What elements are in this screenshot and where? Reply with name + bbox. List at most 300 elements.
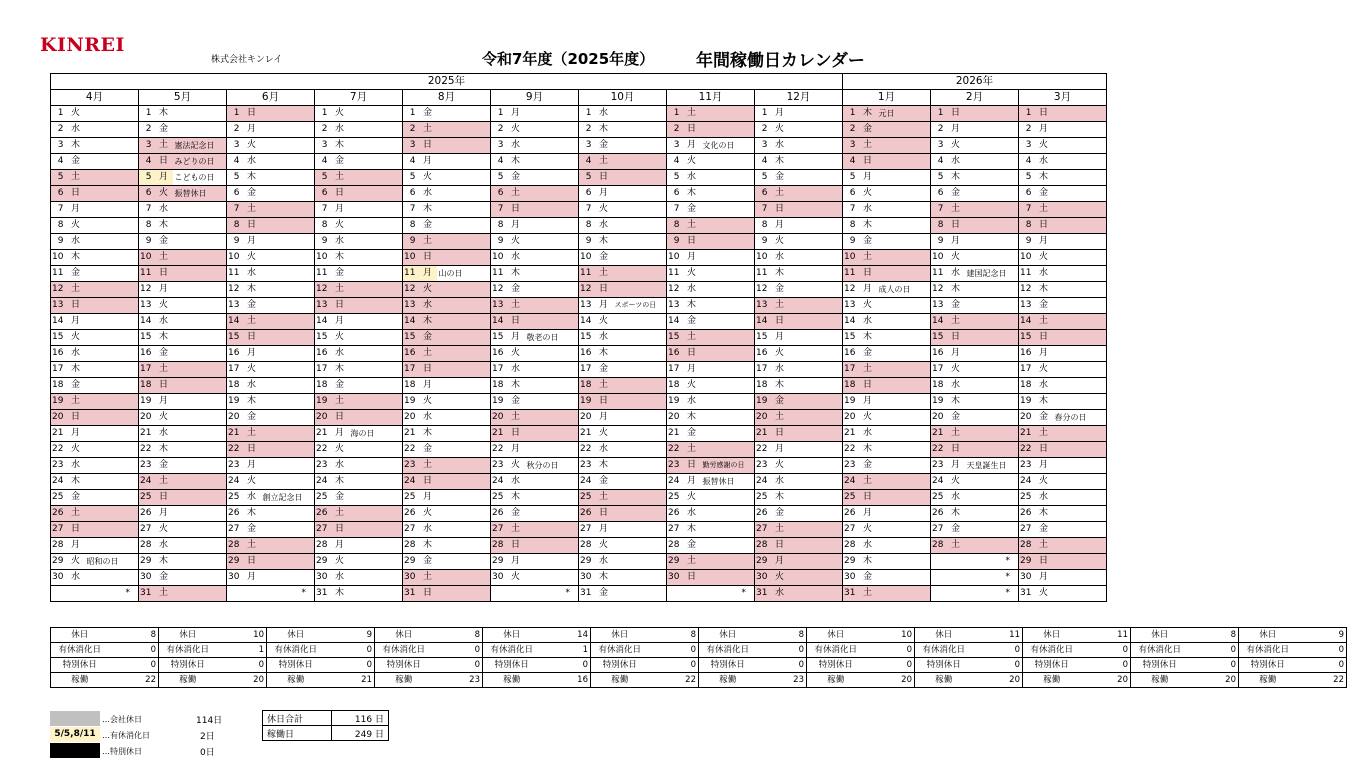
day-note [85, 346, 139, 362]
month-header: 2月 [931, 90, 1019, 106]
day-note [349, 138, 403, 154]
totals-label: 稼働日 [263, 726, 332, 741]
month-header: 4月 [51, 90, 139, 106]
day-note [437, 522, 491, 538]
day-weekday: 水 [771, 362, 789, 378]
day-weekday: 木 [331, 586, 349, 602]
day-weekday: 月 [419, 154, 437, 170]
day-note [877, 538, 931, 554]
day-note [1053, 218, 1107, 234]
day-note [349, 170, 403, 186]
day-note [1053, 154, 1107, 170]
day-weekday: 木 [595, 234, 613, 250]
day-row [51, 442, 1107, 458]
day-note [701, 298, 755, 314]
day-number: 13 [227, 298, 243, 314]
summary-value: 20 [973, 673, 1023, 688]
day-note [789, 266, 843, 282]
day-weekday: 日 [947, 106, 965, 122]
day-note [1053, 298, 1107, 314]
day-number: 8 [51, 218, 67, 234]
day-number: 7 [139, 202, 155, 218]
day-number: 10 [315, 250, 331, 266]
summary-label: 有休消化日 [1239, 643, 1297, 658]
day-weekday: 土 [155, 586, 173, 602]
day-note [965, 538, 1019, 554]
day-note [349, 538, 403, 554]
day-weekday: 金 [859, 458, 877, 474]
day-note: スポーツの日 [613, 298, 667, 314]
day-number: 27 [843, 522, 859, 538]
day-number: 10 [667, 250, 683, 266]
day-note [349, 410, 403, 426]
day-number: 5 [227, 170, 243, 186]
day-weekday: 日 [507, 202, 525, 218]
day-weekday: 火 [595, 538, 613, 554]
day-weekday: 月 [683, 138, 701, 154]
day-number: 9 [491, 234, 507, 250]
day-number: 25 [403, 490, 419, 506]
day-weekday: 金 [331, 154, 349, 170]
summary-value: 20 [1189, 673, 1239, 688]
day-note [261, 522, 315, 538]
day-number: 24 [51, 474, 67, 490]
day-number: 8 [139, 218, 155, 234]
day-number: 22 [1019, 442, 1035, 458]
summary-label: 休日 [1131, 628, 1189, 643]
page-title: 令和7年度（2025年度） [482, 50, 655, 68]
day-note [85, 410, 139, 426]
day-number: 12 [843, 282, 859, 298]
day-number: 3 [139, 138, 155, 154]
day-number: 20 [403, 410, 419, 426]
day-note [1053, 570, 1107, 586]
day-weekday: 金 [67, 378, 85, 394]
day-number: 20 [51, 410, 67, 426]
day-note: 海の日 [349, 426, 403, 442]
day-weekday: 月 [419, 378, 437, 394]
day-note: 憲法記念日 [173, 138, 227, 154]
day-weekday: 金 [771, 506, 789, 522]
day-note [789, 458, 843, 474]
day-number: 2 [667, 122, 683, 138]
day-weekday: 木 [595, 122, 613, 138]
day-number: 2 [139, 122, 155, 138]
day-number: 28 [227, 538, 243, 554]
day-weekday: 土 [771, 522, 789, 538]
day-number: 31 [403, 586, 419, 602]
month-header: 5月 [139, 90, 227, 106]
summary-label: 有休消化日 [591, 643, 649, 658]
day-note [701, 410, 755, 426]
day-weekday: 木 [771, 378, 789, 394]
day-note [965, 426, 1019, 442]
day-note [1053, 458, 1107, 474]
day-number: 30 [755, 570, 771, 586]
day-number: 21 [667, 426, 683, 442]
day-weekday: 木 [1035, 394, 1053, 410]
day-number: 4 [51, 154, 67, 170]
day-number: 8 [491, 218, 507, 234]
day-note [173, 410, 227, 426]
day-number: 8 [579, 218, 595, 234]
day-note [965, 282, 1019, 298]
day-number: 7 [227, 202, 243, 218]
day-weekday: 金 [243, 410, 261, 426]
day-weekday: 火 [331, 442, 349, 458]
day-number: 26 [491, 506, 507, 522]
summary-value: 11 [973, 628, 1023, 643]
day-number: 11 [667, 266, 683, 282]
day-weekday: 月 [67, 314, 85, 330]
day-weekday: 日 [507, 538, 525, 554]
day-weekday: 土 [243, 538, 261, 554]
day-note [789, 426, 843, 442]
day-note [85, 202, 139, 218]
day-number: 27 [51, 522, 67, 538]
day-number: 11 [755, 266, 771, 282]
day-note [261, 122, 315, 138]
summary-label: 休日 [1023, 628, 1081, 643]
day-weekday: 金 [243, 298, 261, 314]
summary-label: 特別休日 [1239, 658, 1297, 673]
day-weekday: 水 [683, 506, 701, 522]
day-note [965, 218, 1019, 234]
day-number: 18 [315, 378, 331, 394]
day-note [877, 490, 931, 506]
day-weekday: 火 [331, 218, 349, 234]
day-note [877, 426, 931, 442]
day-note: 天皇誕生日 [965, 458, 1019, 474]
day-note [173, 458, 227, 474]
day-number: 24 [139, 474, 155, 490]
day-number: 20 [227, 410, 243, 426]
day-weekday: 土 [683, 442, 701, 458]
summary-value: 0 [1189, 658, 1239, 673]
day-weekday: 火 [155, 522, 173, 538]
day-weekday: 日 [771, 426, 789, 442]
day-note [525, 394, 579, 410]
day-number: 7 [403, 202, 419, 218]
day-weekday: 日 [67, 410, 85, 426]
day-weekday: 金 [155, 122, 173, 138]
day-number: 14 [931, 314, 947, 330]
day-number: 30 [139, 570, 155, 586]
day-note [1053, 266, 1107, 282]
day-row [51, 346, 1107, 362]
day-number: 25 [51, 490, 67, 506]
day-weekday: 水 [155, 202, 173, 218]
day-number: 25 [139, 490, 155, 506]
day-number: 20 [755, 410, 771, 426]
day-number: 30 [227, 570, 243, 586]
day-weekday: 日 [947, 330, 965, 346]
day-weekday: 火 [1035, 362, 1053, 378]
day-note [965, 346, 1019, 362]
day-number: 31 [579, 586, 595, 602]
summary-value: 22 [1297, 673, 1347, 688]
day-weekday: 土 [67, 282, 85, 298]
day-weekday: 火 [771, 122, 789, 138]
day-row [51, 202, 1107, 218]
day-number: 3 [579, 138, 595, 154]
legend-swatch-paid-leave: 5/5,8/11 [50, 727, 100, 742]
summary-value: 10 [865, 628, 915, 643]
day-note [1053, 442, 1107, 458]
day-number: 5 [843, 170, 859, 186]
day-weekday: 金 [595, 586, 613, 602]
day-note [789, 298, 843, 314]
summary-label: 有休消化日 [267, 643, 325, 658]
day-number: 21 [139, 426, 155, 442]
day-weekday: 金 [243, 186, 261, 202]
day-number: 5 [667, 170, 683, 186]
day-weekday: 日 [331, 298, 349, 314]
day-note [1053, 202, 1107, 218]
day-note [85, 234, 139, 250]
day-weekday: 木 [155, 442, 173, 458]
day-note [789, 234, 843, 250]
day-note [349, 218, 403, 234]
day-number: 13 [667, 298, 683, 314]
day-number: 21 [227, 426, 243, 442]
day-weekday: 土 [155, 362, 173, 378]
day-number: 26 [931, 506, 947, 522]
day-weekday: 日 [683, 458, 701, 474]
day-weekday: 土 [595, 490, 613, 506]
day-number: 13 [315, 298, 331, 314]
day-number: 2 [403, 122, 419, 138]
day-weekday: 月 [947, 122, 965, 138]
day-weekday: 火 [419, 282, 437, 298]
day-number: 4 [403, 154, 419, 170]
day-number: 15 [491, 330, 507, 346]
day-weekday: 水 [243, 378, 261, 394]
summary-label: 有休消化日 [807, 643, 865, 658]
day-number: 26 [579, 506, 595, 522]
day-number: 27 [403, 522, 419, 538]
day-number: 17 [843, 362, 859, 378]
day-number: 21 [403, 426, 419, 442]
day-weekday: 木 [243, 170, 261, 186]
day-note [437, 106, 491, 122]
day-weekday: 月 [771, 218, 789, 234]
day-weekday: 木 [331, 362, 349, 378]
day-note [525, 138, 579, 154]
day-number: 28 [579, 538, 595, 554]
summary-value: 0 [973, 643, 1023, 658]
summary-label: 特別休日 [1131, 658, 1189, 673]
day-weekday: 木 [947, 170, 965, 186]
day-note [701, 122, 755, 138]
page-subtitle: 年間稼働日カレンダー [696, 51, 865, 71]
day-note [349, 586, 403, 602]
day-note [1053, 426, 1107, 442]
day-weekday: 木 [595, 346, 613, 362]
day-weekday: 水 [419, 298, 437, 314]
month-header: 3月 [1019, 90, 1107, 106]
day-number: 21 [755, 426, 771, 442]
day-weekday: 木 [419, 202, 437, 218]
day-note [437, 186, 491, 202]
day-weekday: 土 [507, 186, 525, 202]
day-weekday: 月 [683, 474, 701, 490]
day-number: 23 [51, 458, 67, 474]
day-note [437, 426, 491, 442]
day-note [789, 330, 843, 346]
day-weekday: 木 [947, 282, 965, 298]
day-note [965, 490, 1019, 506]
day-number: 28 [931, 538, 947, 554]
day-weekday: 土 [947, 202, 965, 218]
year-header-row [51, 74, 1107, 90]
day-note [349, 202, 403, 218]
day-note [613, 138, 667, 154]
day-weekday: 火 [331, 554, 349, 570]
summary-label: 稼働 [51, 673, 109, 688]
day-weekday: 金 [595, 138, 613, 154]
day-number: 12 [227, 282, 243, 298]
day-note [85, 266, 139, 282]
day-note [261, 474, 315, 490]
day-note [349, 234, 403, 250]
day-weekday: 土 [419, 570, 437, 586]
day-weekday: 火 [595, 426, 613, 442]
day-number: 28 [667, 538, 683, 554]
summary-value: 1 [541, 643, 591, 658]
day-number: 13 [139, 298, 155, 314]
day-weekday: 火 [771, 570, 789, 586]
day-number: 10 [51, 250, 67, 266]
summary-value: 0 [973, 658, 1023, 673]
day-weekday: 木 [507, 154, 525, 170]
day-number: 18 [491, 378, 507, 394]
day-number: 16 [403, 346, 419, 362]
day-weekday: 月 [155, 170, 173, 186]
day-note [525, 378, 579, 394]
day-note [1053, 394, 1107, 410]
day-note: 山の日 [437, 266, 491, 282]
day-number: 25 [843, 490, 859, 506]
day-weekday: 火 [331, 106, 349, 122]
day-number: 10 [139, 250, 155, 266]
day-number: 9 [843, 234, 859, 250]
day-weekday: 金 [331, 378, 349, 394]
day-note [437, 570, 491, 586]
summary-label: 稼働 [807, 673, 865, 688]
day-note [613, 442, 667, 458]
day-weekday: 日 [947, 218, 965, 234]
day-number: 1 [931, 106, 947, 122]
day-weekday: 水 [331, 458, 349, 474]
day-note [789, 186, 843, 202]
day-number: 15 [51, 330, 67, 346]
day-note [789, 442, 843, 458]
day-note [701, 506, 755, 522]
day-note [85, 314, 139, 330]
day-note [965, 330, 1019, 346]
day-note [877, 218, 931, 234]
day-number: 3 [931, 138, 947, 154]
day-note [613, 426, 667, 442]
legend-swatch-company-holiday [50, 711, 100, 726]
day-weekday: 月 [859, 282, 877, 298]
day-row [51, 138, 1107, 154]
day-weekday: 日 [331, 410, 349, 426]
day-note [701, 378, 755, 394]
day-note [789, 378, 843, 394]
day-note [525, 202, 579, 218]
day-number: 24 [491, 474, 507, 490]
day-weekday: 火 [243, 138, 261, 154]
day-number: 30 [579, 570, 595, 586]
day-note: 勤労感謝の日 [701, 458, 755, 474]
day-weekday: 土 [1035, 314, 1053, 330]
day-number: 10 [1019, 250, 1035, 266]
summary-value: 0 [757, 658, 807, 673]
day-number: 10 [579, 250, 595, 266]
day-note [85, 282, 139, 298]
summary-value: 21 [325, 673, 375, 688]
day-weekday: 木 [243, 282, 261, 298]
day-note [965, 298, 1019, 314]
day-row [51, 186, 1107, 202]
day-weekday: 木 [859, 218, 877, 234]
day-note [173, 490, 227, 506]
day-weekday: 水 [683, 170, 701, 186]
day-number: 29 [843, 554, 859, 570]
day-number: 16 [579, 346, 595, 362]
day-number: 6 [667, 186, 683, 202]
day-number: 18 [227, 378, 243, 394]
year-header: 2025年 [51, 74, 843, 90]
day-note [877, 570, 931, 586]
day-number: 24 [931, 474, 947, 490]
day-weekday: 土 [683, 106, 701, 122]
month-header: 9月 [491, 90, 579, 106]
day-weekday: 水 [331, 122, 349, 138]
day-note [789, 106, 843, 122]
day-number: 17 [51, 362, 67, 378]
summary-value: 14 [541, 628, 591, 643]
day-weekday: 木 [67, 474, 85, 490]
summary-label: 有休消化日 [159, 643, 217, 658]
empty-cell [491, 586, 525, 602]
day-number: 8 [931, 218, 947, 234]
summary-value: 10 [217, 628, 267, 643]
day-number: 26 [843, 506, 859, 522]
summary-label: 有休消化日 [375, 643, 433, 658]
day-weekday: 金 [419, 442, 437, 458]
day-row [51, 266, 1107, 282]
day-note [349, 186, 403, 202]
day-weekday: 金 [947, 298, 965, 314]
day-note [261, 458, 315, 474]
day-number: 13 [755, 298, 771, 314]
day-note [525, 442, 579, 458]
day-note [789, 282, 843, 298]
day-weekday: 月 [683, 362, 701, 378]
summary-label: 有休消化日 [915, 643, 973, 658]
day-note [349, 282, 403, 298]
month-header: 1月 [843, 90, 931, 106]
day-note [437, 202, 491, 218]
day-note: 成人の日 [877, 282, 931, 298]
day-weekday: 日 [1035, 106, 1053, 122]
day-number: 28 [755, 538, 771, 554]
day-row [51, 426, 1107, 442]
day-weekday: 金 [1035, 410, 1053, 426]
